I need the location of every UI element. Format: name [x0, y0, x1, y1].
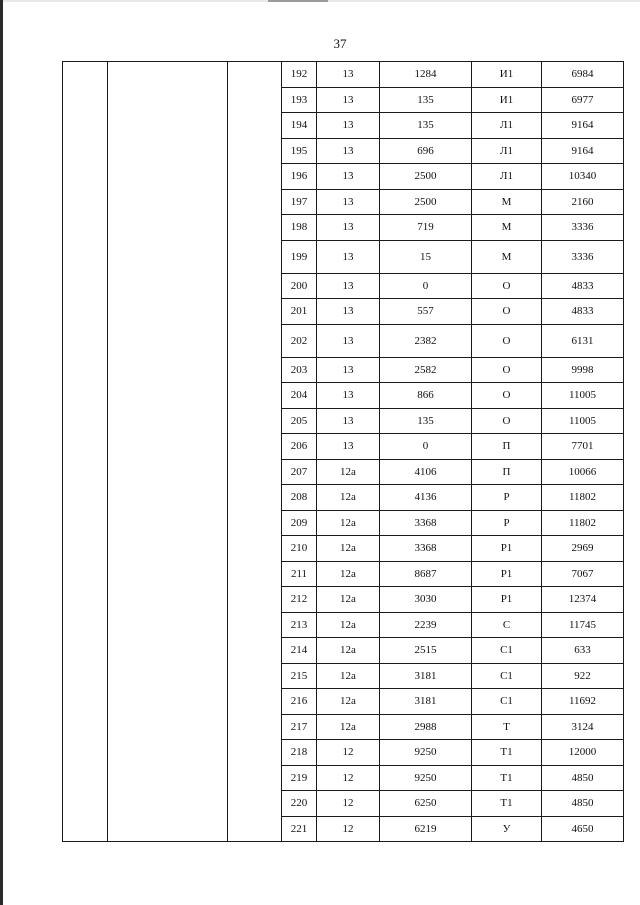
total-cell: 11005 [542, 383, 624, 409]
value-cell: 3368 [380, 536, 472, 562]
row-number-cell: 209 [282, 510, 317, 536]
total-cell: 11005 [542, 408, 624, 434]
sheet-cell: 12 [317, 816, 380, 842]
sheet-cell: 13 [317, 273, 380, 299]
sheet-cell: 13 [317, 324, 380, 357]
code-cell: О [472, 273, 542, 299]
total-cell: 922 [542, 663, 624, 689]
value-cell: 3181 [380, 689, 472, 715]
row-number-cell: 214 [282, 638, 317, 664]
sheet-cell: 13 [317, 215, 380, 241]
code-cell: Л1 [472, 138, 542, 164]
row-number-cell: 205 [282, 408, 317, 434]
code-cell: О [472, 299, 542, 325]
value-cell: 4136 [380, 485, 472, 511]
row-number-cell: 215 [282, 663, 317, 689]
row-number-cell: 203 [282, 357, 317, 383]
row-number-cell: 204 [282, 383, 317, 409]
total-cell: 3336 [542, 240, 624, 273]
sheet-cell: 12а [317, 510, 380, 536]
code-cell: Р1 [472, 587, 542, 613]
table-body [63, 62, 624, 842]
value-cell: 2500 [380, 164, 472, 190]
total-cell: 7701 [542, 434, 624, 460]
code-cell: Л1 [472, 164, 542, 190]
sheet-cell: 13 [317, 87, 380, 113]
value-cell: 3368 [380, 510, 472, 536]
total-cell: 3124 [542, 714, 624, 740]
sheet-cell: 13 [317, 189, 380, 215]
code-cell: Т [472, 714, 542, 740]
sheet-cell: 13 [317, 434, 380, 460]
row-number-cell: 206 [282, 434, 317, 460]
sheet-cell: 13 [317, 113, 380, 139]
code-cell: Р1 [472, 536, 542, 562]
scan-left-edge [0, 0, 3, 905]
row-number-cell: 212 [282, 587, 317, 613]
code-cell: Л1 [472, 113, 542, 139]
row-number-cell: 208 [282, 485, 317, 511]
sheet-cell: 12а [317, 459, 380, 485]
value-cell: 3030 [380, 587, 472, 613]
code-cell: М [472, 215, 542, 241]
row-number-cell: 194 [282, 113, 317, 139]
value-cell: 2382 [380, 324, 472, 357]
row-number-cell: 219 [282, 765, 317, 791]
row-number-cell: 200 [282, 273, 317, 299]
total-cell: 10066 [542, 459, 624, 485]
sheet-cell: 13 [317, 408, 380, 434]
code-cell: П [472, 459, 542, 485]
total-cell: 9164 [542, 113, 624, 139]
value-cell: 2500 [380, 189, 472, 215]
code-cell: С1 [472, 663, 542, 689]
total-cell: 6131 [542, 324, 624, 357]
row-number-cell: 210 [282, 536, 317, 562]
total-cell: 3336 [542, 215, 624, 241]
total-cell: 11802 [542, 510, 624, 536]
sheet-cell: 12а [317, 587, 380, 613]
sheet-cell: 12а [317, 561, 380, 587]
code-cell: О [472, 383, 542, 409]
code-cell: Т1 [472, 740, 542, 766]
value-cell: 2582 [380, 357, 472, 383]
row-number-cell: 195 [282, 138, 317, 164]
row-number-cell: 218 [282, 740, 317, 766]
code-cell: У [472, 816, 542, 842]
row-number-cell: 193 [282, 87, 317, 113]
row-number-cell: 197 [282, 189, 317, 215]
code-cell: О [472, 324, 542, 357]
total-cell: 4850 [542, 791, 624, 817]
data-table [62, 61, 624, 842]
total-cell: 12000 [542, 740, 624, 766]
sheet-cell: 12а [317, 689, 380, 715]
code-cell: И1 [472, 62, 542, 88]
code-cell: С [472, 612, 542, 638]
sheet-cell: 13 [317, 62, 380, 88]
value-cell: 1284 [380, 62, 472, 88]
empty-column-1 [63, 62, 108, 842]
total-cell: 9998 [542, 357, 624, 383]
sheet-cell: 12а [317, 536, 380, 562]
total-cell: 11692 [542, 689, 624, 715]
total-cell: 6984 [542, 62, 624, 88]
total-cell: 11802 [542, 485, 624, 511]
row-number-cell: 202 [282, 324, 317, 357]
row-number-cell: 207 [282, 459, 317, 485]
row-number-cell: 213 [282, 612, 317, 638]
total-cell: 9164 [542, 138, 624, 164]
sheet-cell: 13 [317, 138, 380, 164]
value-cell: 719 [380, 215, 472, 241]
code-cell: Р [472, 485, 542, 511]
table-row [63, 62, 624, 88]
code-cell: М [472, 189, 542, 215]
sheet-cell: 12 [317, 740, 380, 766]
row-number-cell: 217 [282, 714, 317, 740]
value-cell: 8687 [380, 561, 472, 587]
total-cell: 12374 [542, 587, 624, 613]
code-cell: И1 [472, 87, 542, 113]
total-cell: 4833 [542, 299, 624, 325]
total-cell: 6977 [542, 87, 624, 113]
row-number-cell: 199 [282, 240, 317, 273]
code-cell: Т1 [472, 765, 542, 791]
sheet-cell: 12а [317, 663, 380, 689]
sheet-cell: 13 [317, 164, 380, 190]
code-cell: О [472, 408, 542, 434]
value-cell: 3181 [380, 663, 472, 689]
value-cell: 2988 [380, 714, 472, 740]
code-cell: М [472, 240, 542, 273]
sheet-cell: 13 [317, 357, 380, 383]
empty-column-2 [108, 62, 228, 842]
row-number-cell: 201 [282, 299, 317, 325]
page-number: 37 [333, 36, 347, 51]
total-cell: 2969 [542, 536, 624, 562]
sheet-cell: 12а [317, 714, 380, 740]
total-cell: 4833 [542, 273, 624, 299]
value-cell: 135 [380, 113, 472, 139]
row-number-cell: 221 [282, 816, 317, 842]
value-cell: 6219 [380, 816, 472, 842]
sheet-cell: 12а [317, 612, 380, 638]
code-cell: С1 [472, 638, 542, 664]
row-number-cell: 216 [282, 689, 317, 715]
code-cell: П [472, 434, 542, 460]
total-cell: 7067 [542, 561, 624, 587]
row-number-cell: 192 [282, 62, 317, 88]
value-cell: 2515 [380, 638, 472, 664]
code-cell: С1 [472, 689, 542, 715]
value-cell: 696 [380, 138, 472, 164]
total-cell: 2160 [542, 189, 624, 215]
sheet-cell: 12 [317, 765, 380, 791]
value-cell: 2239 [380, 612, 472, 638]
sheet-cell: 13 [317, 383, 380, 409]
value-cell: 866 [380, 383, 472, 409]
value-cell: 15 [380, 240, 472, 273]
sheet-cell: 12а [317, 485, 380, 511]
total-cell: 4850 [542, 765, 624, 791]
value-cell: 0 [380, 273, 472, 299]
row-number-cell: 220 [282, 791, 317, 817]
value-cell: 4106 [380, 459, 472, 485]
value-cell: 135 [380, 408, 472, 434]
row-number-cell: 198 [282, 215, 317, 241]
value-cell: 557 [380, 299, 472, 325]
total-cell: 10340 [542, 164, 624, 190]
code-cell: Р [472, 510, 542, 536]
value-cell: 9250 [380, 740, 472, 766]
scan-top-mark [268, 0, 328, 2]
code-cell: Т1 [472, 791, 542, 817]
sheet-cell: 13 [317, 240, 380, 273]
value-cell: 135 [380, 87, 472, 113]
row-number-cell: 196 [282, 164, 317, 190]
total-cell: 4650 [542, 816, 624, 842]
sheet-cell: 13 [317, 299, 380, 325]
row-number-cell: 211 [282, 561, 317, 587]
sheet-cell: 12а [317, 638, 380, 664]
value-cell: 9250 [380, 765, 472, 791]
empty-column-3 [228, 62, 282, 842]
total-cell: 11745 [542, 612, 624, 638]
code-cell: Р1 [472, 561, 542, 587]
value-cell: 0 [380, 434, 472, 460]
value-cell: 6250 [380, 791, 472, 817]
total-cell: 633 [542, 638, 624, 664]
sheet-cell: 12 [317, 791, 380, 817]
code-cell: О [472, 357, 542, 383]
